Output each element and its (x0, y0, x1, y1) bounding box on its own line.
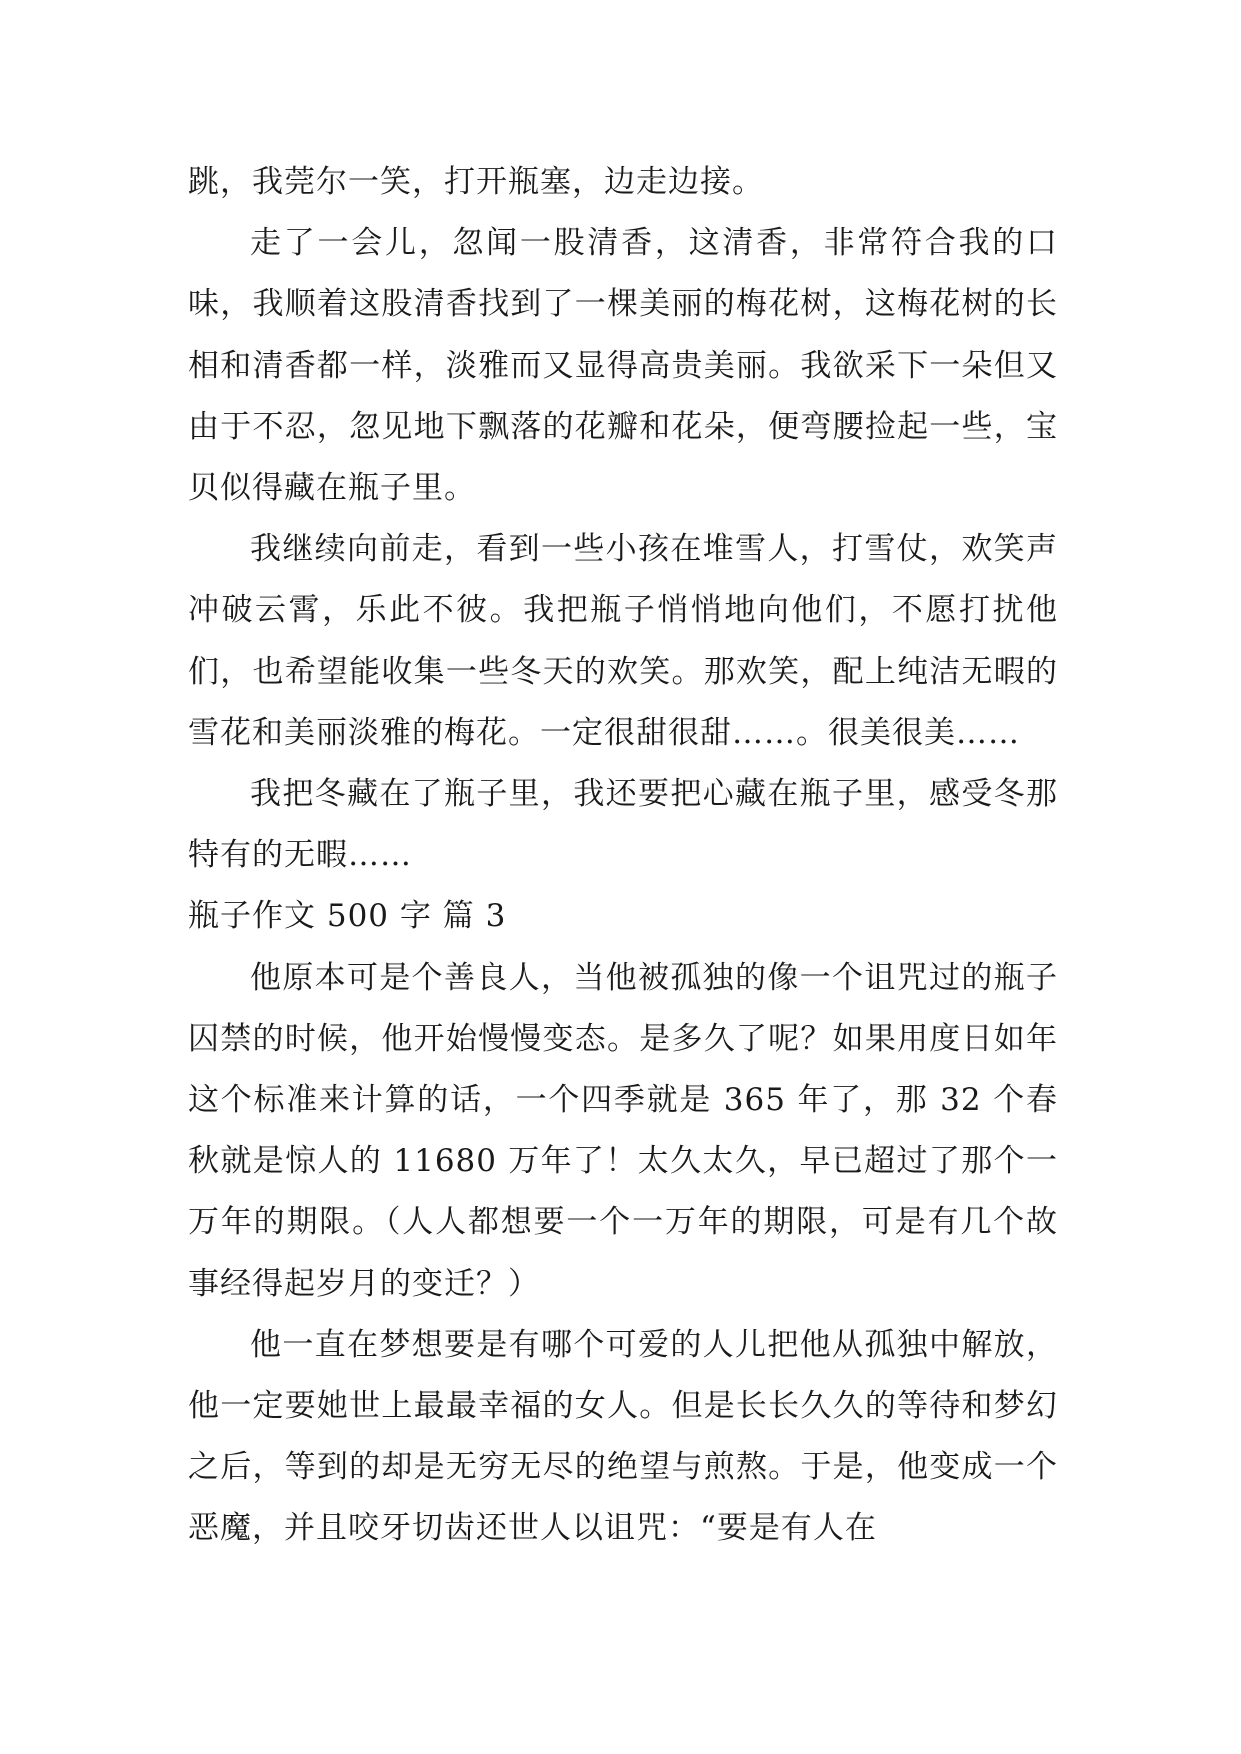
paragraph-store-winter: 我把冬藏在了瓶子里，我还要把心藏在瓶子里，感受冬那特有的无暇…… (188, 776, 1058, 874)
paragraph-lonely-bottle: 他原本可是个善良人，当他被孤独的像一个诅咒过的瓶子囚禁的时候，他开始慢慢变态。是多久了呢？如果用度日如年这个标准来计算的话，一个四季就是 365 年了，那 32 个春秋就是惊人的 11680 万年了！太久太久，早已超过了那个一万年的期限。（人人都想要一个一万年的期限，可是有几个故事经得起岁月的变迁？） (188, 959, 1058, 1302)
section-heading: 瓶子作文 500 字 篇 3 (188, 898, 507, 935)
paragraph-plum-blossom: 走了一会儿，忽闻一股清香，这清香，非常符合我的口味，我顺着这股清香找到了一棵美丽的梅花树，这梅花树的长相和清香都一样，淡雅而又显得高贵美丽。我欲采下一朵但又由于不忍，忽见地下飘落的花瓣和花朵，便弯腰捡起一些，宝贝似得藏在瓶子里。 (188, 225, 1058, 507)
paragraph-continued: 跳，我莞尔一笑，打开瓶塞，边走边接。 (188, 164, 764, 200)
paragraph-children-snow: 我继续向前走，看到一些小孩在堆雪人，打雪仗，欢笑声冲破云霄，乐此不彼。我把瓶子悄悄地向他们，不愿打扰他们，也希望能收集一些冬天的欢笑。那欢笑，配上纯洁无暇的雪花和美丽淡雅的梅花。一定很甜很甜……。很美很美…… (188, 531, 1058, 751)
paragraph-dream-curse: 他一直在梦想要是有哪个可爱的人儿把他从孤独中解放，他一定要她世上最最幸福的女人。但是长长久久的等待和梦幻之后，等到的却是无穷无尽的绝望与煎熬。于是，他变成一个恶魔，并且咬牙切齿还世人以诅咒：“要是有人在 (188, 1326, 1058, 1547)
document-body (188, 152, 1058, 1560)
